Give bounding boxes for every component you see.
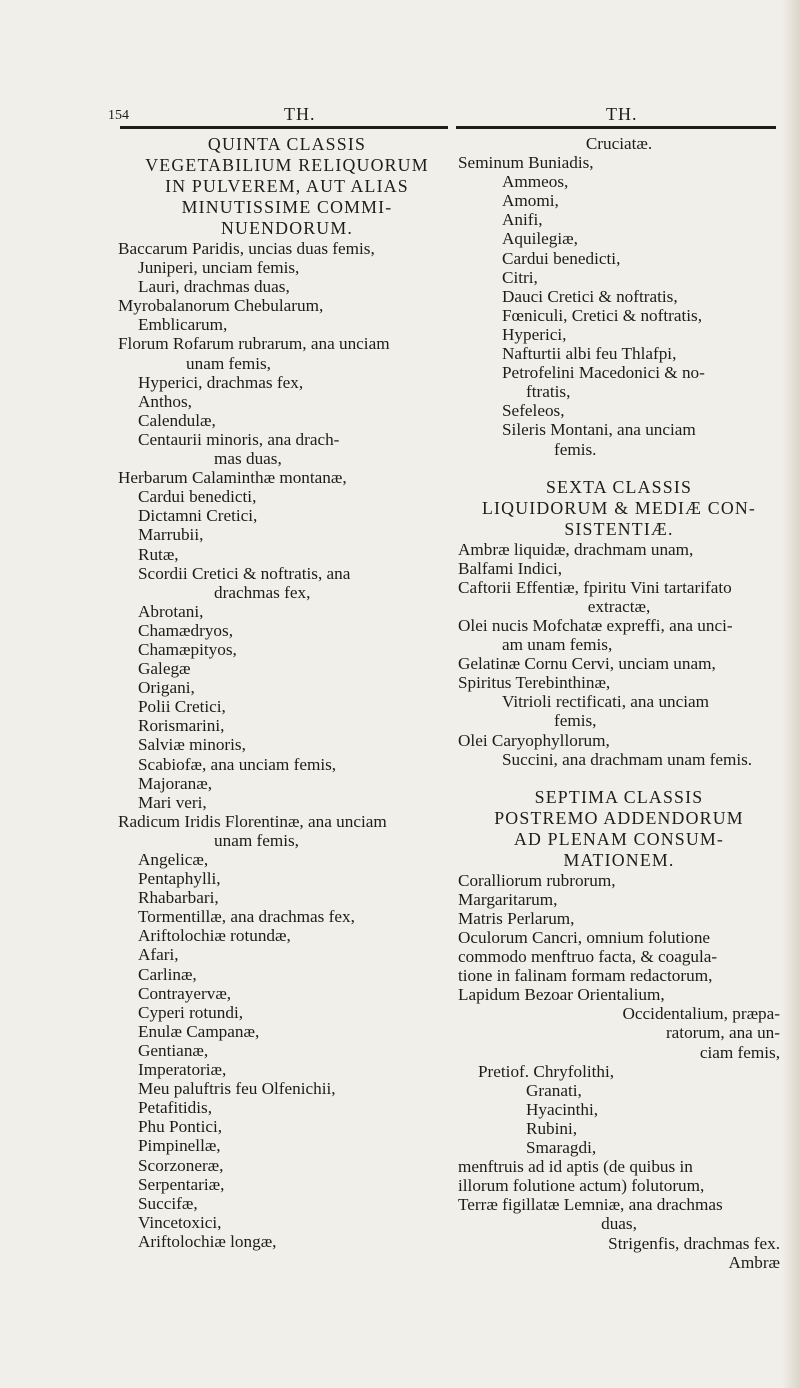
catchword: Ambræ [728, 1252, 780, 1272]
text-line: femis. [554, 439, 597, 459]
septima-entries [458, 871, 780, 1272]
text-line: Terræ figillatæ Lemniæ, ana drachmas [458, 1195, 723, 1215]
text-line: Succini, ana drachmam unam femis. [502, 749, 753, 769]
text-line: Polii Cretici, [138, 697, 226, 717]
text-line: Cruciatæ. [585, 134, 653, 153]
text-line: Sefeleos, [502, 401, 565, 421]
text-line: Juniperi, unciam femis, [138, 258, 300, 278]
text-line: Seminum Buniadis, [458, 153, 594, 173]
text-line: Pimpinellæ, [138, 1136, 221, 1156]
text-line: Citri, [502, 267, 538, 287]
section-title-septima [458, 787, 780, 871]
text-line: Rorismarini, [138, 716, 225, 736]
text-line: Hyacinthi, [526, 1099, 599, 1119]
page-edge-shadow [782, 0, 800, 1388]
text-line: Petafitidis, [138, 1098, 212, 1118]
text-line: Abrotani, [138, 601, 204, 621]
text-line: Petrofelini Macedonici & no- [502, 363, 705, 383]
text-line: Herbarum Calaminthæ montanæ, [118, 468, 347, 488]
text-line: Centaurii minoris, ana drach- [138, 429, 340, 449]
text-line: Olei Caryophyllorum, [458, 730, 610, 750]
text-line: femis, [554, 711, 597, 731]
text-line: Florum Rofarum rubrarum, ana unciam [118, 334, 390, 354]
section-title-line: AD PLENAM CONSUM- [513, 828, 725, 849]
text-line: Cyperi rotundi, [138, 1002, 244, 1022]
section-title-line: QUINTA CLASSIS [207, 134, 367, 154]
text-line: menftruis ad id aptis (de quibus in [458, 1157, 693, 1177]
section-title-quinta [118, 134, 456, 239]
text-line: Vincetoxici, [138, 1212, 222, 1232]
text-line: Hyperici, [502, 324, 567, 344]
section-gap [458, 769, 780, 787]
text-line: Marrubii, [138, 525, 204, 545]
text-line: Scordii Cretici & noftratis, ana [138, 563, 351, 583]
text-line: Contrayervæ, [138, 983, 232, 1003]
text-line: ratorum, ana un- [665, 1023, 780, 1043]
text-line: Rhabarbari, [138, 888, 219, 908]
text-line: Anifi, [502, 210, 543, 230]
text-line: Occidentalium, præpa- [622, 1004, 780, 1024]
text-line: Oculorum Cancri, omnium folutione [458, 928, 711, 947]
text-line: Granati, [526, 1080, 582, 1100]
text-line: Cardui benedicti, [502, 248, 621, 268]
text-line: commodo menftruo facta, & coagula- [458, 947, 718, 967]
text-line: Pentaphylli, [138, 869, 221, 889]
text-line: unam femis, [186, 353, 271, 373]
text-line: Cardui benedicti, [138, 487, 257, 507]
section-title-line: NUENDORUM. [220, 218, 354, 238]
text-line: Dauci Cretici & noftratis, [502, 286, 678, 306]
section-title-line: MATIONEM. [563, 849, 675, 870]
section-title-line: SISTENTIÆ. [564, 518, 674, 539]
text-line: Angelicæ, [138, 850, 209, 869]
text-line: Myrobalanorum Chebularum, [118, 296, 324, 316]
text-line: Coralliorum rubrorum, [458, 870, 616, 890]
sexta-entries [458, 540, 780, 769]
text-line: illorum folutione actum) folutorum, [458, 1176, 705, 1196]
text-line: Margaritarum, [458, 889, 558, 909]
text-line: Emblicarum, [138, 315, 228, 335]
text-line: Lapidum Bezoar Orientalium, [458, 985, 665, 1005]
text-line: Olei nucis Mofchatæ expreffi, ana unci- [458, 615, 733, 635]
text-line: Galegæ [138, 659, 191, 679]
text-line: Dictamni Cretici, [138, 506, 258, 526]
text-line: Ariftolochiæ longæ, [138, 1231, 277, 1251]
section-title-line: POSTREMO ADDENDORUM [494, 807, 744, 828]
text-line: Smaragdi, [526, 1138, 597, 1158]
text-line: Ammeos, [502, 172, 569, 192]
text-line: Radicum Iridis Florentinæ, ana unciam [118, 811, 387, 831]
section-title-line: SEPTIMA CLASSIS [534, 786, 704, 807]
text-line: Succifæ, [138, 1193, 198, 1213]
text-line: Fœniculi, Cretici & noftratis, [502, 305, 703, 325]
text-line: Rutæ, [138, 544, 179, 564]
quinta-entries [118, 239, 456, 1251]
quinta-continued [458, 134, 780, 459]
text-line: Spiritus Terebinthinæ, [458, 673, 611, 693]
section-title-line: MINUTISSIME COMMI- [181, 197, 393, 217]
text-line: Rubini, [526, 1118, 578, 1138]
text-line: Chamædryos, [138, 620, 234, 640]
text-line: Anthos, [138, 391, 192, 411]
text-line: Vitrioli rectificati, ana unciam [502, 692, 710, 712]
text-line: Afari, [138, 945, 179, 965]
text-line: am unam femis, [502, 635, 613, 655]
text-line: Sileris Montani, ana unciam [502, 420, 696, 440]
section-title-line: IN PULVEREM, AUT ALIAS [165, 176, 409, 196]
left-column [118, 134, 456, 1251]
text-line: extractæ, [587, 596, 651, 616]
text-line: Pretiof. Chryfolithi, [478, 1061, 615, 1081]
text-line: Scorzoneræ, [138, 1155, 224, 1175]
text-line: Amomi, [502, 191, 559, 211]
text-line: Hyperici, drachmas fex, [138, 372, 304, 392]
text-line: Scabiofæ, ana unciam femis, [138, 754, 337, 774]
section-title-line: SEXTA CLASSIS [545, 476, 693, 497]
running-head-left: TH. [284, 104, 316, 124]
text-line: Meu paluftris feu Olfenichii, [138, 1079, 336, 1099]
text-line: Carlinæ, [138, 964, 197, 984]
text-line: Imperatoriæ, [138, 1060, 227, 1080]
section-title-line: VEGETABILIUM RELIQUORUM [145, 155, 429, 175]
header-rule-left [120, 126, 448, 129]
text-line: Mari veri, [138, 792, 207, 812]
text-line: ciam femis, [699, 1042, 780, 1062]
header-rule-right [456, 126, 776, 129]
section-gap [458, 459, 780, 477]
text-line: Chamæpityos, [138, 639, 237, 659]
text-line: mas duas, [214, 449, 282, 469]
running-head-right: TH. [606, 104, 638, 124]
text-line: Strigenfis, drachmas fex. [608, 1233, 780, 1253]
text-line: Ambræ liquidæ, drachmam unam, [458, 539, 694, 559]
text-line: Ariftolochiæ rotundæ, [138, 926, 291, 946]
text-line: Salviæ minoris, [138, 735, 246, 755]
text-line: Gentianæ, [138, 1040, 209, 1060]
text-line: Matris Perlarum, [458, 908, 575, 928]
text-line: Aquilegiæ, [502, 229, 578, 249]
text-line: Origani, [138, 678, 195, 698]
text-line: tione in falinam formam redactorum, [458, 966, 713, 986]
text-line: Enulæ Campanæ, [138, 1021, 260, 1041]
text-line: Gelatinæ Cornu Cervi, unciam unam, [458, 654, 716, 674]
page-number: 154 [108, 108, 129, 123]
right-column [458, 134, 780, 1272]
text-line: Phu Pontici, [138, 1117, 223, 1137]
text-line: unam femis, [214, 830, 299, 850]
text-line: Calendulæ, [138, 410, 216, 430]
text-line: Balfami Indici, [458, 558, 563, 578]
text-line: drachmas fex, [214, 582, 311, 602]
text-line: Baccarum Paridis, uncias duas femis, [118, 239, 375, 258]
text-line: Nafturtii albi feu Thlafpi, [502, 344, 677, 364]
text-line: Caftorii Effentiæ, fpiritu Vini tartarifato [458, 577, 732, 597]
text-line: Serpentariæ, [138, 1174, 225, 1194]
text-line: Tormentillæ, ana drachmas fex, [138, 907, 355, 927]
section-title-line: LIQUIDORUM & MEDIÆ CON- [481, 497, 757, 518]
text-line: ftratis, [526, 382, 571, 402]
text-line: Lauri, drachmas duas, [138, 277, 290, 297]
text-line: Majoranæ, [138, 773, 212, 793]
text-line: duas, [601, 1214, 637, 1234]
section-title-sexta [458, 477, 780, 540]
